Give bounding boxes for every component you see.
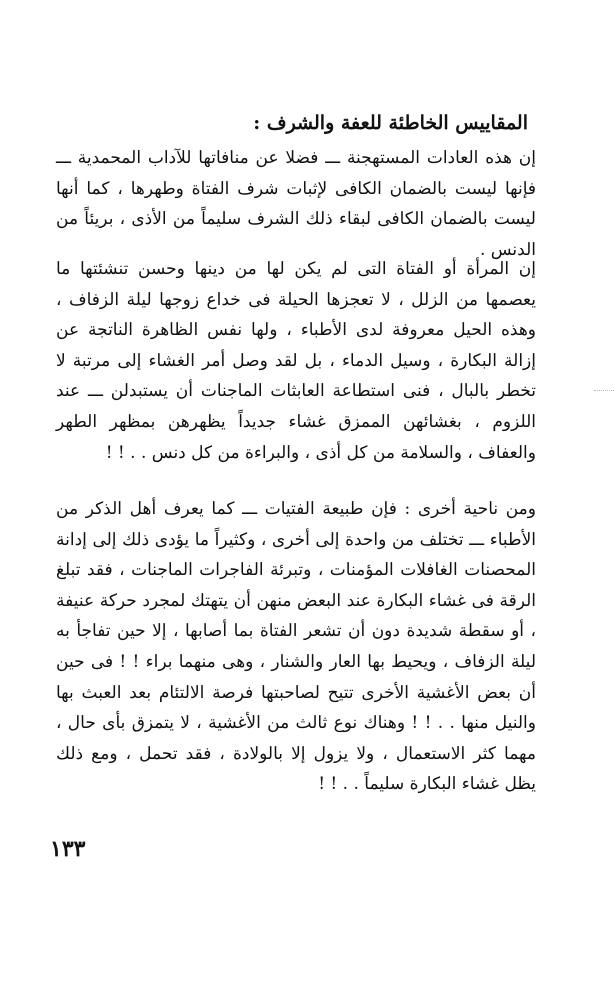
section-heading: المقاييس الخاطئة للعفة والشرف : (253, 112, 528, 134)
margin-mark (594, 390, 614, 392)
paragraph-1: إن هذه العادات المستهجنة ـــ فضلا عن منافاتها للآداب المحمدية ـــ فإنها ليست بالضمان الكافى لإثبات شرف الفتاة وطهرها ، كما أنها ليست بالضمان الكافى لبقاء ذلك الشرف سليماً من الأذى ، بريئاً من الدنس . (56, 148, 536, 260)
paragraph-3-block (56, 494, 536, 800)
paragraph-1-block (56, 143, 536, 265)
paragraph-2-block (56, 254, 536, 468)
paragraph-3: ومن ناحية أخرى : فإن طبيعة الفتيات ـــ كما يعرف أهل الذكر من الأطباء ـــ تختلف من واحدة إلى أخرى ، وكثيراً ما يؤدى ذلك إلى إدانة المحصنات الغافلات المؤمنات ، وتبرئة الفاجرات الماجنات ، فقد تبلغ الرقة فى غشاء البكارة عند البعض منهن أن يتهتك لمجرد حركة عنيفة ، أو سقطة شديدة دون أن تشعر الفتاة بما أصابها ، إلا حين تفاجأ به ليلة الزفاف ، ويحيط بها العار والشنار ، وهى منهما براء ! ! فى حين أن بعض الأغشية الأخرى تتيح لصاحبتها فرصة الالتئام بعد العبث بها والنيل منها . . ! ! وهناك نوع ثالث من الأغشية ، لا يتمزق بأى حال ، مهما كثر الاستعمال ، ولا يزول إلا بالولادة ، فقد تحمل ، ومع ذلك يظل غشاء البكارة سليماً . . ! ! (56, 499, 536, 795)
paragraph-2: إن المرأة أو الفتاة التى لم يكن لها من دينها وحسن تنشئتها ما يعصمها من الزلل ، لا تعجزها الحيلة فى خداع زوجها ليلة الزفاف ، وهذه الحيل معروفة لدى الأطباء ، ولها نفس الظاهرة الناتجة عن إزالة البكارة ، وسيل الدماء ، بل لقد وصل أمر الغشاء إلى مرتبة لا تخطر بالبال ، فنى استطاعة العابثات الماجنات أن يستبدلن ـــ عند اللزوم ، بغشائهن الممزق غشاء جديداً يظهرهن بمظهر الطهر والعفاف ، والسلامة من كل أذى ، والبراءة من كل دنس . . ! ! (56, 259, 536, 463)
page-number: ١٣٣ (50, 836, 86, 862)
